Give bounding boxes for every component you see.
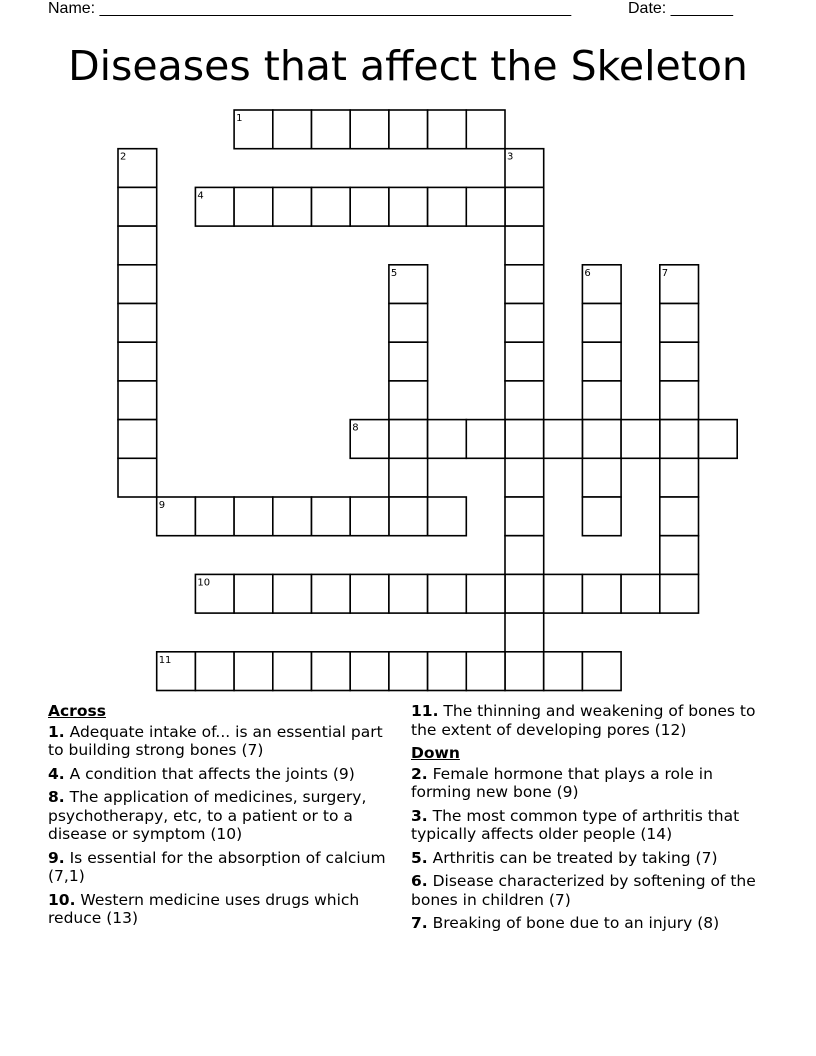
grid-cell[interactable] <box>350 110 389 149</box>
grid-cell[interactable] <box>428 420 467 459</box>
grid-cell[interactable] <box>389 381 428 420</box>
cell-number: 3 <box>507 151 514 163</box>
clue-text: The thinning and weakening of bones to the extent of developing pores (12) <box>411 702 756 739</box>
across-clue-4 <box>48 765 393 784</box>
down-clue-5 <box>411 849 771 868</box>
grid-cell[interactable] <box>660 574 699 613</box>
grid-cell[interactable] <box>428 110 467 149</box>
clue-number: 10. <box>48 890 76 909</box>
grid-cell[interactable] <box>505 574 544 613</box>
grid-cell[interactable] <box>466 110 505 149</box>
grid-cell[interactable] <box>389 497 428 536</box>
grid-cell[interactable] <box>582 497 621 536</box>
grid-cell[interactable] <box>312 187 351 226</box>
grid-cell[interactable] <box>118 187 157 226</box>
grid-cell[interactable] <box>118 265 157 304</box>
grid-cell[interactable] <box>428 497 467 536</box>
clue-text: Is essential for the absorption of calcium (7,1) <box>48 848 386 885</box>
grid-cell[interactable] <box>273 187 312 226</box>
clue-text: Western medicine uses drugs which reduce (13) <box>48 890 360 927</box>
grid-cell[interactable] <box>350 497 389 536</box>
grid-cell[interactable] <box>582 381 621 420</box>
clue-text: The most common type of arthritis that typically affects older people (14) <box>411 806 740 843</box>
down-clue-2 <box>411 765 771 802</box>
grid-cell[interactable] <box>389 420 428 459</box>
clue-number: 11. <box>411 702 439 720</box>
grid-cell[interactable] <box>118 226 157 265</box>
grid-cell[interactable] <box>582 342 621 381</box>
clue-number: 6. <box>411 872 428 890</box>
grid-cell[interactable] <box>582 574 621 613</box>
grid-cell[interactable] <box>428 574 467 613</box>
grid-cell[interactable] <box>195 652 234 691</box>
grid-cell[interactable] <box>118 381 157 420</box>
grid-cell[interactable] <box>505 652 544 691</box>
cell-number: 8 <box>352 422 359 434</box>
across-clue-9 <box>48 849 393 886</box>
cell-number: 5 <box>390 267 398 279</box>
clue-text: Female hormone that plays a role in forming new bone (9) <box>411 764 713 801</box>
grid-cell[interactable] <box>273 110 312 149</box>
across-clue-8 <box>48 788 393 844</box>
clue-text: Arthritis can be treated by taking (7) <box>427 848 718 867</box>
cell-number: 10 <box>197 577 211 589</box>
grid-cell[interactable] <box>389 574 428 613</box>
across-clue-11 <box>411 702 771 739</box>
cell-number: 6 <box>584 267 591 279</box>
grid-cell[interactable] <box>350 574 389 613</box>
cell-number: 2 <box>120 151 127 163</box>
grid-cell[interactable] <box>466 187 505 226</box>
clue-text: A condition that affects the joints (9) <box>64 764 355 783</box>
grid-cell[interactable] <box>350 652 389 691</box>
date-field[interactable]: Date: _______ <box>628 0 733 17</box>
grid-cell[interactable] <box>699 420 738 459</box>
grid-cell[interactable] <box>234 574 273 613</box>
grid-cell[interactable] <box>582 420 621 459</box>
clue-text: The application of medicines, surgery, psychotherapy, etc, to a patient or to a disease or symptom (10) <box>48 788 367 843</box>
grid-cell[interactable] <box>312 652 351 691</box>
clue-number: 9. <box>48 848 65 867</box>
down-clue-7 <box>411 914 771 933</box>
grid-cell[interactable] <box>312 110 351 149</box>
grid-cell[interactable] <box>505 226 544 265</box>
across-clue-1 <box>48 723 393 760</box>
grid-cell[interactable] <box>195 497 234 536</box>
grid-cell[interactable] <box>660 536 699 575</box>
clues-right-column <box>411 702 771 938</box>
name-field[interactable]: Name: _____________________________________________________ <box>48 0 572 17</box>
grid-cell[interactable] <box>234 187 273 226</box>
grid-cell[interactable] <box>544 652 583 691</box>
grid-cell[interactable] <box>428 187 467 226</box>
grid-cell[interactable] <box>505 458 544 497</box>
grid-cell[interactable] <box>660 497 699 536</box>
clue-number: 3. <box>411 806 428 825</box>
grid-cell[interactable] <box>505 420 544 459</box>
grid-cell[interactable] <box>466 420 505 459</box>
grid-cell[interactable] <box>428 652 467 691</box>
grid-cell[interactable] <box>466 574 505 613</box>
grid-cell[interactable] <box>660 381 699 420</box>
grid-cell[interactable] <box>118 420 157 459</box>
grid-cell[interactable] <box>118 304 157 343</box>
down-clue-6 <box>411 872 771 909</box>
grid-cell[interactable] <box>389 652 428 691</box>
clue-number: 5. <box>411 848 428 867</box>
grid-cell[interactable] <box>544 420 583 459</box>
clue-number: 2. <box>411 764 428 783</box>
grid-cell[interactable] <box>660 342 699 381</box>
grid-cell[interactable] <box>273 574 312 613</box>
cell-number: 9 <box>158 500 166 511</box>
grid-cell[interactable] <box>350 187 389 226</box>
cell-number: 4 <box>197 190 204 202</box>
grid-cell[interactable] <box>389 110 428 149</box>
grid-cell[interactable] <box>234 497 273 536</box>
grid-cell[interactable] <box>312 497 351 536</box>
grid-cell[interactable] <box>660 458 699 497</box>
grid-cell[interactable] <box>505 497 544 536</box>
clue-text: Breaking of bone due to an injury (8) <box>427 914 720 932</box>
grid-cell[interactable] <box>505 304 544 343</box>
across-heading: Across <box>48 702 106 720</box>
grid-cell[interactable] <box>505 265 544 304</box>
down-heading: Down <box>411 744 460 762</box>
clue-number: 4. <box>48 764 65 783</box>
grid-cell[interactable] <box>389 304 428 343</box>
grid-cell[interactable] <box>118 458 157 497</box>
clue-text: Disease characterized by softening of the bones in children (7) <box>411 872 756 909</box>
grid-cell[interactable] <box>389 187 428 226</box>
grid-cell[interactable] <box>505 187 544 226</box>
grid-cell[interactable] <box>621 420 660 459</box>
down-clue-3 <box>411 807 771 844</box>
grid-cell[interactable] <box>505 381 544 420</box>
grid-cell[interactable] <box>582 652 621 691</box>
cell-number: 11 <box>158 654 172 666</box>
grid-cell[interactable] <box>312 574 351 613</box>
grid-cell[interactable] <box>118 342 157 381</box>
across-clue-10 <box>48 891 393 928</box>
clue-number: 8. <box>48 788 65 806</box>
cell-number: 7 <box>661 267 669 279</box>
clue-number: 1. <box>48 722 65 741</box>
grid-cell[interactable] <box>505 342 544 381</box>
grid-cell[interactable] <box>273 497 312 536</box>
grid-cell[interactable] <box>466 652 505 691</box>
grid-cell[interactable] <box>582 304 621 343</box>
grid-cell[interactable] <box>389 458 428 497</box>
page-title: Diseases that affect the Skeleton <box>68 42 748 90</box>
grid-cell[interactable] <box>582 458 621 497</box>
grid-cell[interactable] <box>660 304 699 343</box>
grid-cell[interactable] <box>505 613 544 652</box>
clues-left-column <box>48 702 393 933</box>
grid-cell[interactable] <box>389 342 428 381</box>
grid-cell[interactable] <box>544 574 583 613</box>
grid-cell[interactable] <box>273 652 312 691</box>
grid-cell[interactable] <box>234 652 273 691</box>
cell-number: 1 <box>236 113 243 124</box>
clue-text: Adequate intake of... is an essential part to building strong bones (7) <box>48 722 383 759</box>
clue-number: 7. <box>411 914 428 932</box>
grid-cell[interactable] <box>505 536 544 575</box>
grid-cell[interactable] <box>660 420 699 459</box>
grid-cell[interactable] <box>621 574 660 613</box>
